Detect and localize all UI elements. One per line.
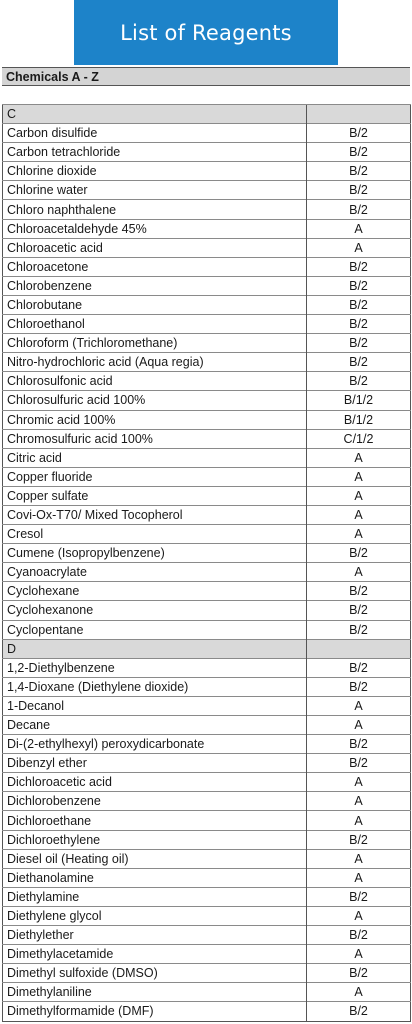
resistance-rating: A [307,486,411,505]
table-row [3,983,411,1002]
resistance-rating: A [307,849,411,868]
resistance-rating: B/2 [307,181,411,200]
resistance-rating: B/2 [307,334,411,353]
resistance-rating: B/2 [307,295,411,314]
chemical-name: Cyclopentane [3,620,307,639]
chemical-name: Copper fluoride [3,467,307,486]
table-row [3,200,411,219]
chemical-name: Diethylene glycol [3,906,307,925]
letter-group-row [3,105,411,124]
table-row [3,124,411,143]
page-title-banner [74,0,338,65]
table-row [3,811,411,830]
table-row [3,391,411,410]
resistance-rating: B/2 [307,658,411,677]
table-row [3,353,411,372]
chemical-name: Chlorobutane [3,295,307,314]
resistance-rating: A [307,696,411,715]
chemical-name: Dichloroethylene [3,830,307,849]
chemical-name: Diethylamine [3,887,307,906]
table-row [3,219,411,238]
chemical-name: Chlorosulfonic acid [3,372,307,391]
resistance-rating: A [307,448,411,467]
chemical-name: Cyclohexanone [3,601,307,620]
resistance-rating: B/2 [307,677,411,696]
resistance-rating: B/2 [307,162,411,181]
chemical-name: Chromic acid 100% [3,410,307,429]
resistance-rating: B/2 [307,1002,411,1021]
table-row [3,754,411,773]
table-row [3,315,411,334]
table-row [3,601,411,620]
chemical-name: Nitro-hydrochloric acid (Aqua regia) [3,353,307,372]
resistance-rating: B/2 [307,315,411,334]
table-row [3,448,411,467]
resistance-rating: A [307,773,411,792]
chemical-name: Cyclohexane [3,582,307,601]
resistance-rating: A [307,906,411,925]
letter-group-row [3,639,411,658]
table-row [3,849,411,868]
resistance-rating: B/2 [307,143,411,162]
resistance-rating: A [307,563,411,582]
table-row [3,792,411,811]
resistance-rating: A [307,467,411,486]
table-row [3,620,411,639]
chemical-name: Dichlorobenzene [3,792,307,811]
chemical-name: Citric acid [3,448,307,467]
chemical-name: Diethanolamine [3,868,307,887]
reagents-table-body [3,105,411,1022]
table-row [3,295,411,314]
chemical-name: Diesel oil (Heating oil) [3,849,307,868]
chemical-name: Diethylether [3,926,307,945]
table-row [3,906,411,925]
table-row [3,696,411,715]
table-row [3,773,411,792]
letter-group-label: C [3,105,307,124]
resistance-rating: B/2 [307,544,411,563]
resistance-rating: B/2 [307,620,411,639]
chemical-name: Dimethylacetamide [3,945,307,964]
section-title: Chemicals A - Z [6,70,99,84]
resistance-rating: A [307,792,411,811]
table-row [3,334,411,353]
table-row [3,467,411,486]
chemical-name: Chlorosulfuric acid 100% [3,391,307,410]
chemical-name: Chloroacetaldehyde 45% [3,219,307,238]
table-row [3,945,411,964]
resistance-rating: A [307,238,411,257]
resistance-rating: B/2 [307,830,411,849]
chemical-name: Chloroethanol [3,315,307,334]
resistance-rating: B/2 [307,353,411,372]
table-row [3,181,411,200]
chemical-name: 1-Decanol [3,696,307,715]
table-row [3,372,411,391]
table-row [3,563,411,582]
resistance-rating: B/1/2 [307,391,411,410]
chemical-name: Chlorobenzene [3,276,307,295]
chemical-name: Dichloroacetic acid [3,773,307,792]
table-row [3,926,411,945]
table-row [3,964,411,983]
resistance-rating: A [307,945,411,964]
chemical-name: Dibenzyl ether [3,754,307,773]
resistance-rating: B/2 [307,257,411,276]
table-row [3,410,411,429]
table-row [3,525,411,544]
resistance-rating: B/1/2 [307,410,411,429]
chemical-name: Dimethylaniline [3,983,307,1002]
letter-group-rating-cell [307,105,411,124]
table-row [3,276,411,295]
chemical-name: Decane [3,716,307,735]
chemical-name: Di-(2-ethylhexyl) peroxydicarbonate [3,735,307,754]
chemical-name: 1,4-Dioxane (Diethylene dioxide) [3,677,307,696]
section-header [2,67,410,86]
resistance-rating: B/2 [307,887,411,906]
resistance-rating: C/1/2 [307,429,411,448]
chemical-name: Dimethylformamide (DMF) [3,1002,307,1021]
resistance-rating: A [307,811,411,830]
chemical-name: Chloro naphthalene [3,200,307,219]
chemical-name: Cresol [3,525,307,544]
chemical-name: Dimethyl sulfoxide (DMSO) [3,964,307,983]
chemical-name: Chloroacetic acid [3,238,307,257]
resistance-rating: A [307,525,411,544]
resistance-rating: B/2 [307,964,411,983]
table-row [3,505,411,524]
chemical-name: Chlorine dioxide [3,162,307,181]
table-row [3,735,411,754]
table-row [3,887,411,906]
chemical-name: Cyanoacrylate [3,563,307,582]
table-row [3,830,411,849]
letter-group-label: D [3,639,307,658]
page-title: List of Reagents [120,20,292,45]
resistance-rating: B/2 [307,735,411,754]
resistance-rating: B/2 [307,200,411,219]
chemical-name: Chromosulfuric acid 100% [3,429,307,448]
resistance-rating: B/2 [307,582,411,601]
letter-group-rating-cell [307,639,411,658]
table-row [3,143,411,162]
table-row [3,658,411,677]
resistance-rating: A [307,505,411,524]
table-row [3,1002,411,1021]
resistance-rating: A [307,868,411,887]
table-row [3,716,411,735]
resistance-rating: B/2 [307,276,411,295]
resistance-rating: A [307,983,411,1002]
resistance-rating: B/2 [307,601,411,620]
chemical-name: Carbon tetrachloride [3,143,307,162]
table-row [3,486,411,505]
chemical-name: Copper sulfate [3,486,307,505]
chemical-name: Chlorine water [3,181,307,200]
table-row [3,257,411,276]
chemical-name: 1,2-Diethylbenzene [3,658,307,677]
chemical-name: Cumene (Isopropylbenzene) [3,544,307,563]
resistance-rating: A [307,219,411,238]
table-row [3,429,411,448]
table-row [3,238,411,257]
resistance-rating: B/2 [307,754,411,773]
table-row [3,544,411,563]
chemical-name: Dichloroethane [3,811,307,830]
reagents-table [2,104,411,1022]
resistance-rating: B/2 [307,372,411,391]
chemical-name: Covi-Ox-T70/ Mixed Tocopherol [3,505,307,524]
table-row [3,582,411,601]
chemical-name: Carbon disulfide [3,124,307,143]
resistance-rating: B/2 [307,926,411,945]
resistance-rating: A [307,716,411,735]
table-row [3,868,411,887]
chemical-name: Chloroform (Trichloromethane) [3,334,307,353]
chemical-name: Chloroacetone [3,257,307,276]
resistance-rating: B/2 [307,124,411,143]
table-row [3,677,411,696]
table-row [3,162,411,181]
